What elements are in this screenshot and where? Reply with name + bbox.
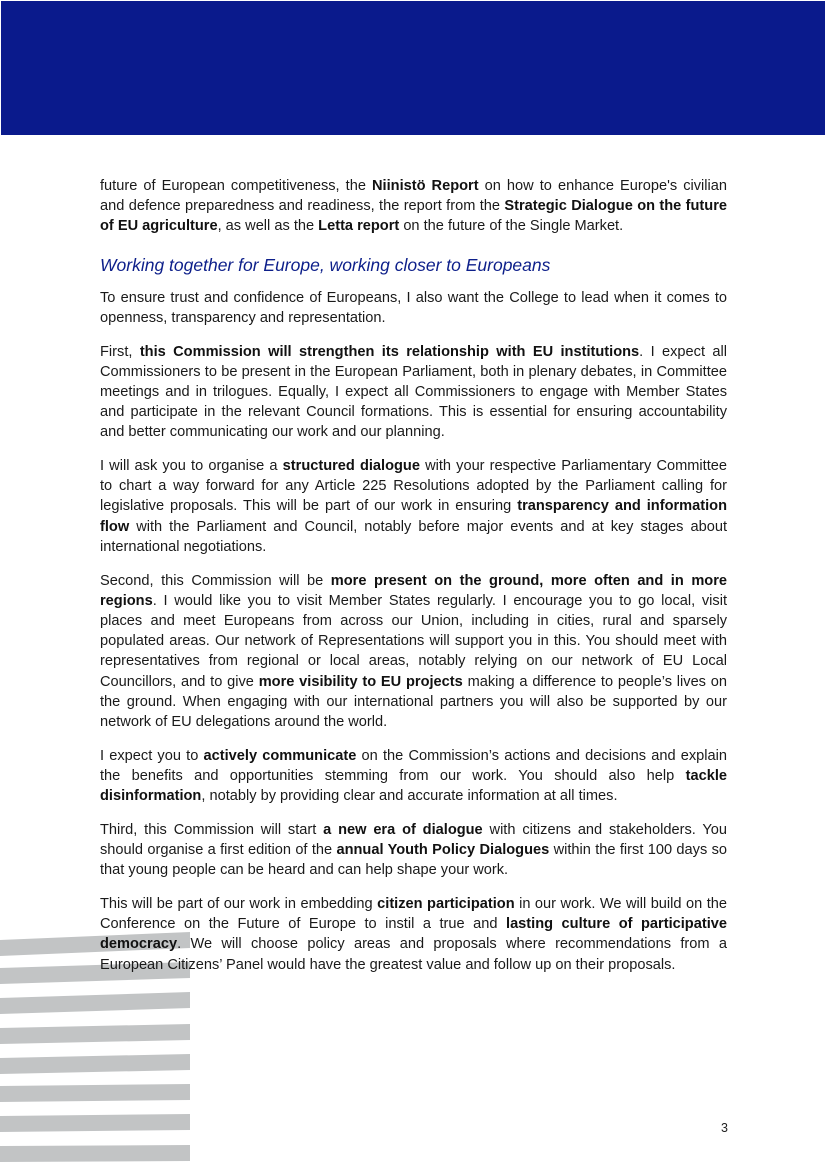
paragraph-institutions: First, this Commission will strengthen its relationship with EU institutions. I expect all Commissioners to be present in the European Parliament, both in plenary debates, in Committee meetings and in trilogues. Equally, I expect all Commissioners to engage with Member States and participate in the relevant Council formations. This is essential for ensuring accountability and better communicating our work and our planning.	[100, 343, 727, 441]
stripe	[0, 1145, 190, 1162]
section-heading: Working together for Europe, working closer to Europeans	[100, 254, 551, 275]
header-band	[1, 1, 825, 135]
stripe	[0, 1024, 190, 1044]
letter-body	[100, 176, 727, 988]
paragraph-structured-dialogue: I will ask you to organise a structured dialogue with your respective Parliamentary Committee to chart a way forward for any Article 225 Resolutions adopted by the Parliament calling for legislative proposals. This will be part of our work in ensuring transparency and information flow with the Parliament and Council, notably before major events and at key stages about international negotiations.	[100, 458, 727, 555]
paragraph-on-the-ground: Second, this Commission will be more present on the ground, more often and in more regions. I would like you to visit Member States regularly. I encourage you to go local, visit places and meet Europeans from across our Union, including in cities, rural and sparsely populated areas. Our network of Representations will support you in this. You should meet with representatives from regional or local areas, notably relying on our network of EU Local Councillors, and to give more visibility to EU projects making a difference to people’s lives on the ground. When engaging with our international partners you will also be supported by our network of EU delegations around the world.	[100, 572, 728, 730]
paragraph-communicate: I expect you to actively communicate on the Commission’s actions and decisions and explain the benefits and opportunities stemming from our work. You should also help tackle disinformation, notably by providing clear and accurate information at all times.	[100, 747, 727, 805]
stripe	[0, 1054, 190, 1074]
stripe	[0, 1114, 190, 1132]
stripe	[0, 1084, 190, 1102]
paragraph-citizen-participation: This will be part of our work in embedding citizen participation in our work. We will build on the Conference on the Future of Europe to instil a true and lasting culture of participative democracy. We will choose policy areas and proposals where recommendations from a European Citizens’ Panel would have the greatest value and follow up on their proposals.	[100, 895, 727, 973]
paragraph-trust: To ensure trust and confidence of Europeans, I also want the College to lead when it comes to openness, transparency and representation.	[100, 289, 727, 326]
paragraph-reports: future of European competitiveness, the Niinistö Report on how to enhance Europe's civilian and defence preparedness and readiness, the report from the Strategic Dialogue on the future of EU agriculture, as well as the Letta report on the future of the Single Market.	[100, 178, 727, 235]
stripe	[0, 992, 190, 1014]
paragraph-dialogue: Third, this Commission will start a new era of dialogue with citizens and stakeholders. You should organise a first edition of the annual Youth Policy Dialogues within the first 100 days so that young people can be heard and can help shape your work.	[100, 821, 728, 879]
page-number: 3	[721, 1121, 728, 1135]
